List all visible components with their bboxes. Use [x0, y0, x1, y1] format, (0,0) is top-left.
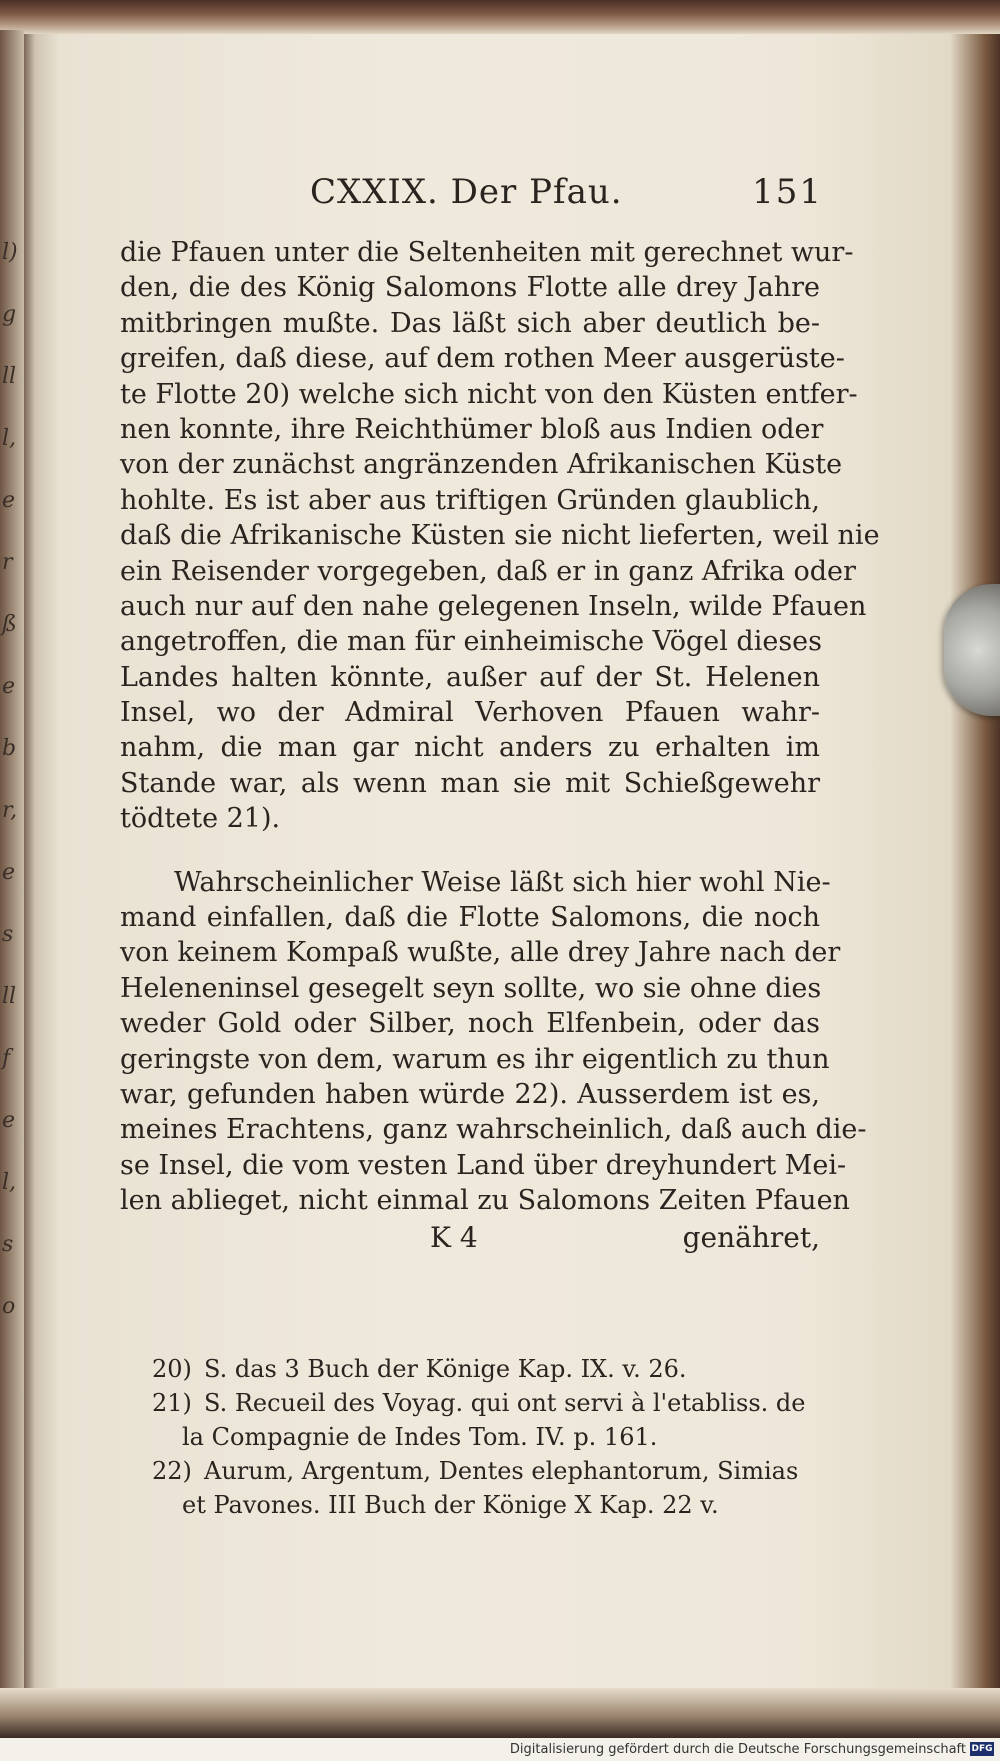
facing-page-fragment: r, [2, 798, 18, 823]
book-bottom-edge [0, 1688, 1000, 1738]
footer-credit: Digitalisierung gefördert durch die Deutsche Forschungsgemeinschaft [509, 1742, 966, 1757]
text-line: se Insel, die vom vesten Land über dreyhundert Mei- [120, 1149, 847, 1181]
text-line: daß die Afrikanische Küsten sie nicht lieferten, weil nie [120, 520, 880, 552]
facing-page-fragment: o [2, 1294, 16, 1319]
footnote-text: Aurum, Argentum, Dentes elephantorum, Simias [204, 1457, 799, 1485]
paragraph-2 [120, 865, 867, 1219]
text-line: Insel, wo der Admiral Verhoven Pfauen wahr- [120, 697, 820, 729]
paragraph-1 [120, 235, 880, 837]
footnote-text: S. das 3 Buch der Könige Kap. IX. v. 26. [204, 1355, 687, 1383]
facing-page-fragment: e [2, 488, 16, 513]
page-number: 151 [752, 172, 823, 212]
text-line: Landes halten könnte, außer auf der St. Helenen [120, 661, 820, 693]
facing-page-fragment: r [2, 550, 13, 575]
facing-page-fragment: f [2, 1046, 11, 1071]
running-header [120, 172, 823, 232]
facing-page-fragment: g [2, 302, 17, 327]
text-line: Stande war, als wenn man sie mit Schießgewehr [120, 767, 820, 799]
text-line: meines Erachtens, ganz wahrscheinlich, daß auch die- [120, 1114, 867, 1146]
text-line: geringste von dem, warum es ihr eigentlich zu thun [120, 1043, 830, 1075]
text-line: ein Reisender vorgegeben, daß er in ganz Afrika oder [120, 555, 856, 587]
text-line: te Flotte 20) welche sich nicht von den Küsten entfer- [120, 378, 858, 410]
text-line: nen konnte, ihre Reichthümer bloß aus Indien oder [120, 413, 824, 445]
text-line: von der zunächst angränzenden Afrikanischen Küste [120, 449, 843, 481]
text-line: mitbringen mußte. Das läßt sich aber deutlich be- [120, 307, 820, 339]
facing-page-fragment: l, [2, 426, 17, 451]
facing-page-fragment: e [2, 860, 16, 885]
page-clip [944, 584, 1000, 716]
signature-line [120, 1219, 820, 1261]
footnote [152, 1386, 812, 1420]
catchword: genähret, [682, 1220, 820, 1254]
text-line: tödtete 21). [120, 803, 281, 835]
text-line: Wahrscheinlicher Weise läßt sich hier wohl Nie- [174, 866, 831, 898]
facing-page-fragment: s [2, 1232, 14, 1257]
signature-mark: K 4 [430, 1220, 478, 1254]
footnotes [152, 1352, 812, 1522]
footnote-text: et Pavones. III Buch der Könige X Kap. 22 v. [182, 1491, 719, 1519]
text-line: Heleneninsel gesegelt seyn sollte, wo sie ohne dies [120, 972, 822, 1004]
digitization-footer [0, 1738, 1000, 1761]
page-content [120, 172, 880, 1261]
book-top-edge [0, 0, 1000, 34]
facing-page-fragment: ll [2, 364, 17, 389]
text-line: auch nur auf den nahe gelegenen Inseln, wilde Pfauen [120, 590, 867, 622]
running-title: CXXIX. Der Pfau. [310, 172, 623, 212]
text-line: den, die des König Salomons Flotte alle drey Jahre [120, 272, 820, 304]
footnote [152, 1352, 812, 1386]
facing-page-fragment: ll [2, 984, 17, 1009]
facing-page-fragment: e [2, 674, 16, 699]
text-line: len ablieget, nicht einmal zu Salomons Zeiten Pfauen [120, 1185, 850, 1217]
footnote-number: 20) [152, 1355, 192, 1383]
facing-page-fragment: ß [2, 612, 17, 637]
footnote [152, 1454, 812, 1488]
text-line: weder Gold oder Silber, noch Elfenbein, oder das [120, 1008, 820, 1040]
dfg-logo-icon: DFG [971, 1744, 993, 1754]
text-line: war, gefunden haben würde 22). Ausserdem ist es, [120, 1078, 820, 1110]
footnote-text: la Compagnie de Indes Tom. IV. p. 161. [182, 1423, 658, 1451]
footnote-text: S. Recueil des Voyag. qui ont servi à l'etabliss. de [204, 1389, 806, 1417]
text-line: angetroffen, die man für einheimische Vögel dieses [120, 626, 823, 658]
text-line: hohlte. Es ist aber aus triftigen Gründen glaublich, [120, 484, 820, 516]
text-line: nahm, die man gar nicht anders zu erhalten im [120, 732, 820, 764]
text-line: von keinem Kompaß wußte, alle drey Jahre nach der [120, 937, 841, 969]
facing-page-fragment: l) [2, 240, 18, 265]
facing-page-fragment: e [2, 1108, 16, 1133]
text-line: greifen, daß diese, auf dem rothen Meer ausgerüste- [120, 343, 845, 375]
facing-page-fragment: l, [2, 1170, 17, 1195]
facing-page-fragment: s [2, 922, 14, 947]
footnote-number: 22) [152, 1457, 192, 1485]
text-line: mand einfallen, daß die Flotte Salomons, die noch [120, 902, 820, 934]
footnote-number: 21) [152, 1389, 192, 1417]
text-line: die Pfauen unter die Seltenheiten mit gerechnet wur- [120, 237, 854, 268]
facing-page-fragment: b [2, 736, 17, 761]
